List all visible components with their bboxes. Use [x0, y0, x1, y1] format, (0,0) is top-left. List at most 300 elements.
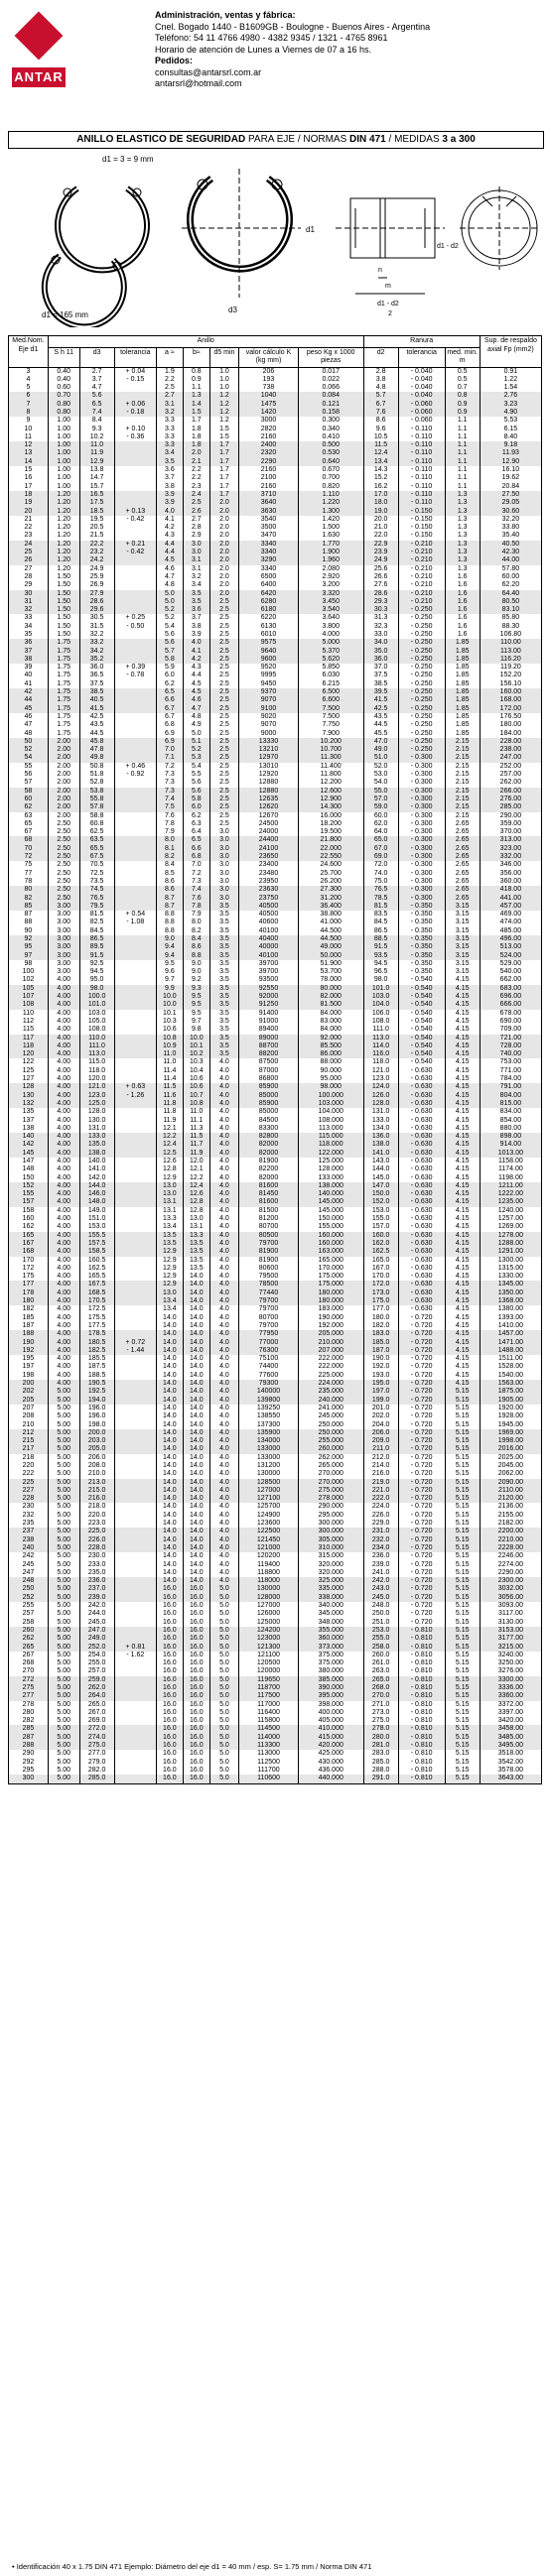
- table-cell: 10.0: [156, 1001, 183, 1009]
- table-cell: - 0.210: [398, 590, 445, 598]
- table-cell: 13.5: [183, 1257, 209, 1265]
- table-cell: 2.15: [445, 796, 480, 803]
- table-cell: 1.22: [480, 376, 541, 384]
- table-cell: 222.000: [298, 1355, 363, 1363]
- table-cell: 12.90: [480, 458, 541, 466]
- table-cell: 5.00: [48, 1750, 79, 1758]
- table-cell: 4.00: [48, 976, 79, 984]
- table-cell: 12970: [239, 754, 299, 762]
- table-cell: 14.0: [183, 1479, 209, 1487]
- table-cell: 14.0: [156, 1528, 183, 1535]
- table-cell: 16.0: [183, 1667, 209, 1675]
- table-cell: 45.8: [79, 738, 114, 746]
- table-cell: 3578.00: [480, 1767, 541, 1775]
- table-row: [9, 474, 542, 482]
- table-cell: 4.00: [48, 1355, 79, 1363]
- table-cell: 728.00: [480, 1043, 541, 1050]
- table-cell: 123.0: [79, 1092, 114, 1100]
- table-cell: [114, 779, 156, 787]
- table-cell: 3276.00: [480, 1667, 541, 1675]
- table-cell: 3.00: [48, 968, 79, 976]
- table-cell: 122.000: [298, 1150, 363, 1158]
- table-cell: 9020: [239, 713, 299, 721]
- table-cell: 257.00: [480, 771, 541, 779]
- table-cell: 3.00: [48, 935, 79, 943]
- table-cell: 2136.00: [480, 1503, 541, 1511]
- table-cell: - 0.810: [398, 1717, 445, 1725]
- table-cell: 290.000: [298, 1503, 363, 1511]
- table-cell: [114, 1363, 156, 1371]
- table-cell: 1.75: [48, 721, 79, 729]
- table-row: [9, 1388, 542, 1396]
- table-row: [9, 878, 542, 886]
- table-cell: 5.00: [48, 1520, 79, 1528]
- table-cell: 0.5: [445, 376, 480, 384]
- table-cell: - 1.62: [114, 1652, 156, 1659]
- table-cell: 1.1: [445, 441, 480, 449]
- table-cell: 77: [9, 870, 49, 878]
- table-cell: 126.0: [363, 1092, 398, 1100]
- table-cell: - 0.250: [398, 721, 445, 729]
- table-cell: 2.5: [209, 812, 238, 820]
- header-nominal: Med.Nom. Eje d1: [9, 336, 49, 368]
- table-cell: 662.00: [480, 976, 541, 984]
- table-cell: 215.0: [79, 1487, 114, 1495]
- table-cell: 210: [9, 1421, 49, 1429]
- table-cell: 9640: [239, 648, 299, 656]
- table-cell: 3000: [239, 417, 299, 425]
- table-cell: 6: [9, 392, 49, 400]
- table-cell: 1.20: [48, 532, 79, 540]
- table-cell: 12.9: [156, 1281, 183, 1288]
- table-cell: 1.20: [48, 556, 79, 564]
- table-cell: 10.2: [183, 1050, 209, 1058]
- table-cell: - 0.630: [398, 1158, 445, 1165]
- table-cell: 88.5: [363, 935, 398, 943]
- table-cell: 177: [9, 1281, 49, 1288]
- table-cell: 167.5: [79, 1281, 114, 1288]
- table-cell: 4.0: [209, 1470, 238, 1478]
- table-row: [9, 1305, 542, 1313]
- table-cell: 115.000: [298, 1133, 363, 1141]
- table-cell: 111.0: [363, 1026, 398, 1034]
- table-cell: 683.00: [480, 985, 541, 993]
- table-cell: 14.0: [156, 1577, 183, 1585]
- table-cell: 2.5: [156, 384, 183, 392]
- table-cell: 3.00: [48, 927, 79, 935]
- table-row: [9, 1462, 542, 1470]
- table-cell: 6.7: [363, 401, 398, 409]
- table-cell: 854.00: [480, 1117, 541, 1125]
- table-cell: 0.300: [298, 417, 363, 425]
- table-cell: - 0.720: [398, 1487, 445, 1495]
- table-cell: [114, 1561, 156, 1569]
- table-cell: 4.0: [209, 1412, 238, 1420]
- table-cell: 90.000: [298, 1067, 363, 1075]
- table-cell: 6400: [239, 581, 299, 589]
- table-cell: 10.0: [156, 993, 183, 1001]
- table-cell: 1.85: [445, 705, 480, 713]
- table-row: [9, 648, 542, 656]
- table-cell: 3240.00: [480, 1652, 541, 1659]
- table-cell: 78.000: [298, 976, 363, 984]
- table-cell: 105.0: [79, 1018, 114, 1026]
- table-cell: 190.5: [79, 1380, 114, 1388]
- table-cell: 11.8: [156, 1108, 183, 1116]
- table-cell: 1.75: [48, 705, 79, 713]
- table-cell: [114, 656, 156, 664]
- table-cell: 288.0: [363, 1767, 398, 1775]
- table-cell: 13.4: [156, 1223, 183, 1231]
- table-cell: 208.0: [79, 1462, 114, 1470]
- table-cell: 346.00: [480, 861, 541, 869]
- table-row: [9, 1725, 542, 1733]
- table-cell: 6.6: [183, 845, 209, 853]
- table-cell: 196.0: [79, 1405, 114, 1412]
- table-cell: [114, 581, 156, 589]
- technical-drawing: [8, 149, 542, 327]
- table-cell: 203.0: [79, 1437, 114, 1445]
- table-cell: 36: [9, 639, 49, 647]
- table-cell: 2160: [239, 433, 299, 441]
- table-cell: 116.0: [363, 1050, 398, 1058]
- table-cell: 60.8: [79, 820, 114, 828]
- table-cell: 50.8: [79, 763, 114, 771]
- table-cell: 9.0: [183, 968, 209, 976]
- table-cell: 115800: [239, 1717, 299, 1725]
- table-cell: 4.0: [209, 1388, 238, 1396]
- table-row: [9, 1495, 542, 1503]
- table-cell: 210.0: [79, 1470, 114, 1478]
- table-cell: 265: [9, 1644, 49, 1652]
- table-cell: 260.0: [363, 1652, 398, 1659]
- table-cell: 3.320: [298, 590, 363, 598]
- table-cell: 4.15: [445, 1035, 480, 1043]
- table-cell: 60: [9, 796, 49, 803]
- table-cell: 11.800: [298, 771, 363, 779]
- table-cell: 11.0: [183, 1108, 209, 1116]
- table-cell: 1288.00: [480, 1240, 541, 1248]
- table-cell: 14.0: [183, 1380, 209, 1388]
- table-row: [9, 1544, 542, 1552]
- table-cell: 5.370: [298, 648, 363, 656]
- table-cell: 3.0: [209, 845, 238, 853]
- table-cell: 3.3: [156, 441, 183, 449]
- table-cell: 1563.00: [480, 1380, 541, 1388]
- table-cell: 5.2: [156, 606, 183, 614]
- table-cell: 2.00: [48, 754, 79, 762]
- table-cell: 175.000: [298, 1281, 363, 1288]
- table-cell: 4.0: [209, 1297, 238, 1305]
- table-cell: 14.0: [156, 1569, 183, 1577]
- table-cell: 5.00: [48, 1652, 79, 1659]
- table-row: [9, 1265, 542, 1273]
- page-title: [8, 131, 544, 149]
- table-cell: 14.0: [183, 1512, 209, 1520]
- table-row: [9, 1470, 542, 1478]
- table-cell: - 0.110: [398, 499, 445, 507]
- table-cell: 223.0: [79, 1520, 114, 1528]
- table-cell: 16.0: [156, 1717, 183, 1725]
- table-cell: 4.0: [209, 1207, 238, 1215]
- table-cell: 29.6: [79, 606, 114, 614]
- table-cell: 104.0: [363, 1001, 398, 1009]
- table-cell: 3.0: [183, 549, 209, 556]
- table-row: [9, 721, 542, 729]
- header-d2: d2: [363, 347, 398, 367]
- table-cell: 14.0: [156, 1397, 183, 1405]
- table-cell: - 0.110: [398, 433, 445, 441]
- table-cell: 1.75: [48, 656, 79, 664]
- table-cell: 118700: [239, 1684, 299, 1692]
- table-cell: [114, 943, 156, 951]
- table-cell: 126000: [239, 1610, 299, 1618]
- table-cell: 1.00: [48, 458, 79, 466]
- table-cell: 88.30: [480, 623, 541, 631]
- table-cell: 44.500: [298, 927, 363, 935]
- table-cell: - 0.720: [398, 1479, 445, 1487]
- table-row: [9, 1536, 542, 1544]
- company-email[interactable]: consultas@antarsrl.com.ar: [155, 66, 262, 77]
- table-cell: - 0.720: [398, 1495, 445, 1503]
- table-cell: 4.15: [445, 1305, 480, 1313]
- table-cell: 7.0: [156, 746, 183, 754]
- table-cell: 7.500: [298, 713, 363, 721]
- table-cell: 115: [9, 1026, 49, 1034]
- table-cell: [114, 886, 156, 894]
- table-cell: 5.15: [445, 1397, 480, 1405]
- table-cell: [114, 1421, 156, 1429]
- table-cell: 5.9: [156, 664, 183, 672]
- table-cell: 5.15: [445, 1767, 480, 1775]
- table-cell: 77000: [239, 1339, 299, 1347]
- table-cell: 16.0: [156, 1701, 183, 1709]
- title-range: 3 a 300: [442, 134, 476, 145]
- table-cell: 16.0: [183, 1767, 209, 1775]
- table-cell: 89.5: [79, 943, 114, 951]
- table-cell: 205.0: [79, 1445, 114, 1453]
- table-row: [9, 367, 542, 376]
- table-cell: 4.15: [445, 976, 480, 984]
- table-cell: 160.0: [363, 1232, 398, 1240]
- table-cell: 232.0: [363, 1536, 398, 1544]
- table-cell: 40500: [239, 903, 299, 911]
- table-row: [9, 1437, 542, 1445]
- table-cell: 3.450: [298, 598, 363, 606]
- table-cell: - 0.300: [398, 878, 445, 886]
- table-cell: 4.0: [209, 1495, 238, 1503]
- table-cell: 85900: [239, 1100, 299, 1108]
- table-cell: - 1.44: [114, 1347, 156, 1355]
- table-cell: 1.7: [209, 491, 238, 499]
- table-cell: [114, 1165, 156, 1173]
- company-email[interactable]: antarsrl@hotmail.com: [155, 78, 242, 88]
- table-cell: 36.0: [363, 656, 398, 664]
- table-cell: 50.000: [298, 952, 363, 960]
- table-cell: 3.9: [156, 491, 183, 499]
- table-cell: 4.00: [48, 1133, 79, 1141]
- table-cell: 12.8: [183, 1207, 209, 1215]
- table-cell: 0.91: [480, 367, 541, 376]
- table-cell: 1368.00: [480, 1297, 541, 1305]
- table-cell: 153.0: [79, 1223, 114, 1231]
- table-cell: 3.15: [445, 943, 480, 951]
- table-cell: 2.7: [79, 367, 114, 376]
- table-cell: 8.0: [156, 836, 183, 844]
- table-row: [9, 1479, 542, 1487]
- table-cell: - 0.810: [398, 1759, 445, 1767]
- table-cell: 111700: [239, 1767, 299, 1775]
- table-cell: 84.000: [298, 1026, 363, 1034]
- table-cell: 2290.00: [480, 1569, 541, 1577]
- table-cell: - 0.540: [398, 1043, 445, 1050]
- table-cell: [114, 1750, 156, 1758]
- table-cell: 83.10: [480, 606, 541, 614]
- table-cell: 9: [9, 417, 49, 425]
- table-cell: 2.5: [209, 803, 238, 811]
- table-cell: 133.0: [363, 1117, 398, 1125]
- table-cell: 249.0: [79, 1635, 114, 1643]
- table-cell: 360.00: [480, 878, 541, 886]
- table-cell: - 0.630: [398, 1125, 445, 1133]
- table-cell: [114, 466, 156, 474]
- table-row: [9, 384, 542, 392]
- table-cell: 12.4: [156, 1141, 183, 1149]
- table-cell: - 0.250: [398, 606, 445, 614]
- table-cell: 229.0: [363, 1520, 398, 1528]
- table-cell: [114, 1314, 156, 1322]
- table-cell: 2.1: [183, 458, 209, 466]
- table-cell: 242.0: [79, 1602, 114, 1610]
- table-cell: 79700: [239, 1305, 299, 1313]
- table-row: [9, 746, 542, 754]
- table-cell: 4.00: [48, 1083, 79, 1091]
- table-cell: [114, 1141, 156, 1149]
- table-row: [9, 696, 542, 704]
- table-cell: 16.0: [183, 1775, 209, 1783]
- table-cell: 1.1: [445, 466, 480, 474]
- table-cell: 6.5: [183, 836, 209, 844]
- table-cell: 108: [9, 1001, 49, 1009]
- table-cell: 1.85: [445, 696, 480, 704]
- table-cell: - 0.110: [398, 449, 445, 457]
- table-cell: 44.5: [79, 730, 114, 738]
- table-cell: 5.00: [48, 1635, 79, 1643]
- table-cell: 0.066: [298, 384, 363, 392]
- table-cell: 51.8: [79, 771, 114, 779]
- table-row: [9, 656, 542, 664]
- table-row: [9, 779, 542, 787]
- table-cell: - 0.300: [398, 895, 445, 903]
- table-row: [9, 556, 542, 564]
- table-cell: 10.3: [183, 1058, 209, 1066]
- table-cell: 3215.00: [480, 1644, 541, 1652]
- table-cell: 1.1: [445, 483, 480, 491]
- table-cell: - 0.040: [398, 376, 445, 384]
- table-cell: 142.0: [79, 1174, 114, 1182]
- table-cell: 16.0: [183, 1692, 209, 1700]
- table-cell: 1905.00: [480, 1397, 541, 1405]
- table-cell: - 0.250: [398, 680, 445, 688]
- table-cell: 1.1: [445, 449, 480, 457]
- table-cell: 4.5: [156, 556, 183, 564]
- table-cell: 111.0: [79, 1043, 114, 1050]
- table-cell: 5.00: [48, 1569, 79, 1577]
- table-cell: 123000: [239, 1635, 299, 1643]
- table-cell: 4.0: [209, 1092, 238, 1100]
- table-cell: 2.5: [209, 696, 238, 704]
- table-cell: 207.000: [298, 1347, 363, 1355]
- table-cell: 16.0: [183, 1602, 209, 1610]
- table-cell: 2.15: [445, 771, 480, 779]
- table-cell: 4.0: [209, 1363, 238, 1371]
- table-cell: + 0.72: [114, 1339, 156, 1347]
- table-cell: 220: [9, 1462, 49, 1470]
- table-row: [9, 499, 542, 507]
- table-cell: - 0.630: [398, 1067, 445, 1075]
- table-cell: 206.0: [79, 1454, 114, 1462]
- table-cell: 6.7: [156, 713, 183, 721]
- table-cell: 278.000: [298, 1495, 363, 1503]
- table-cell: - 0.350: [398, 911, 445, 919]
- table-cell: [114, 746, 156, 754]
- table-cell: 14.0: [156, 1512, 183, 1520]
- table-cell: 28: [9, 573, 49, 581]
- table-cell: 2.5: [209, 721, 238, 729]
- table-cell: - 0.810: [398, 1725, 445, 1733]
- table-cell: - 0.250: [398, 672, 445, 679]
- table-row: [9, 680, 542, 688]
- table-row: [9, 1635, 542, 1643]
- table-cell: - 0.540: [398, 1001, 445, 1009]
- table-cell: 47.0: [363, 738, 398, 746]
- table-cell: 2090.00: [480, 1479, 541, 1487]
- table-cell: 2.5: [209, 688, 238, 696]
- table-cell: 14.0: [183, 1421, 209, 1429]
- table-cell: 1350.00: [480, 1289, 541, 1297]
- table-cell: 2.15: [445, 763, 480, 771]
- table-cell: 320.000: [298, 1561, 363, 1569]
- table-cell: 4.00: [48, 1265, 79, 1273]
- table-cell: 29.3: [363, 598, 398, 606]
- table-cell: [114, 1174, 156, 1182]
- table-cell: 133.000: [298, 1174, 363, 1182]
- table-cell: [114, 648, 156, 656]
- table-cell: [114, 499, 156, 507]
- table-cell: 1.50: [48, 598, 79, 606]
- table-cell: [114, 985, 156, 993]
- table-cell: 6.2: [183, 812, 209, 820]
- table-cell: [114, 853, 156, 861]
- table-cell: 7.500: [298, 705, 363, 713]
- table-cell: 285.0: [79, 1775, 114, 1783]
- table-cell: 5.00: [48, 1412, 79, 1420]
- table-cell: 804.00: [480, 1092, 541, 1100]
- table-cell: 35.40: [480, 532, 541, 540]
- table-cell: 4.0: [209, 1437, 238, 1445]
- table-cell: 10.200: [298, 738, 363, 746]
- table-cell: 7.750: [298, 721, 363, 729]
- table-cell: 2160: [239, 483, 299, 491]
- table-cell: 5.15: [445, 1503, 480, 1511]
- table-cell: 9.8: [183, 1026, 209, 1034]
- table-cell: 348.000: [298, 1619, 363, 1627]
- table-cell: 270.000: [298, 1479, 363, 1487]
- table-cell: - 0.250: [398, 713, 445, 721]
- table-row: [9, 1330, 542, 1338]
- table-cell: [114, 1388, 156, 1396]
- table-cell: 1.3: [445, 541, 480, 549]
